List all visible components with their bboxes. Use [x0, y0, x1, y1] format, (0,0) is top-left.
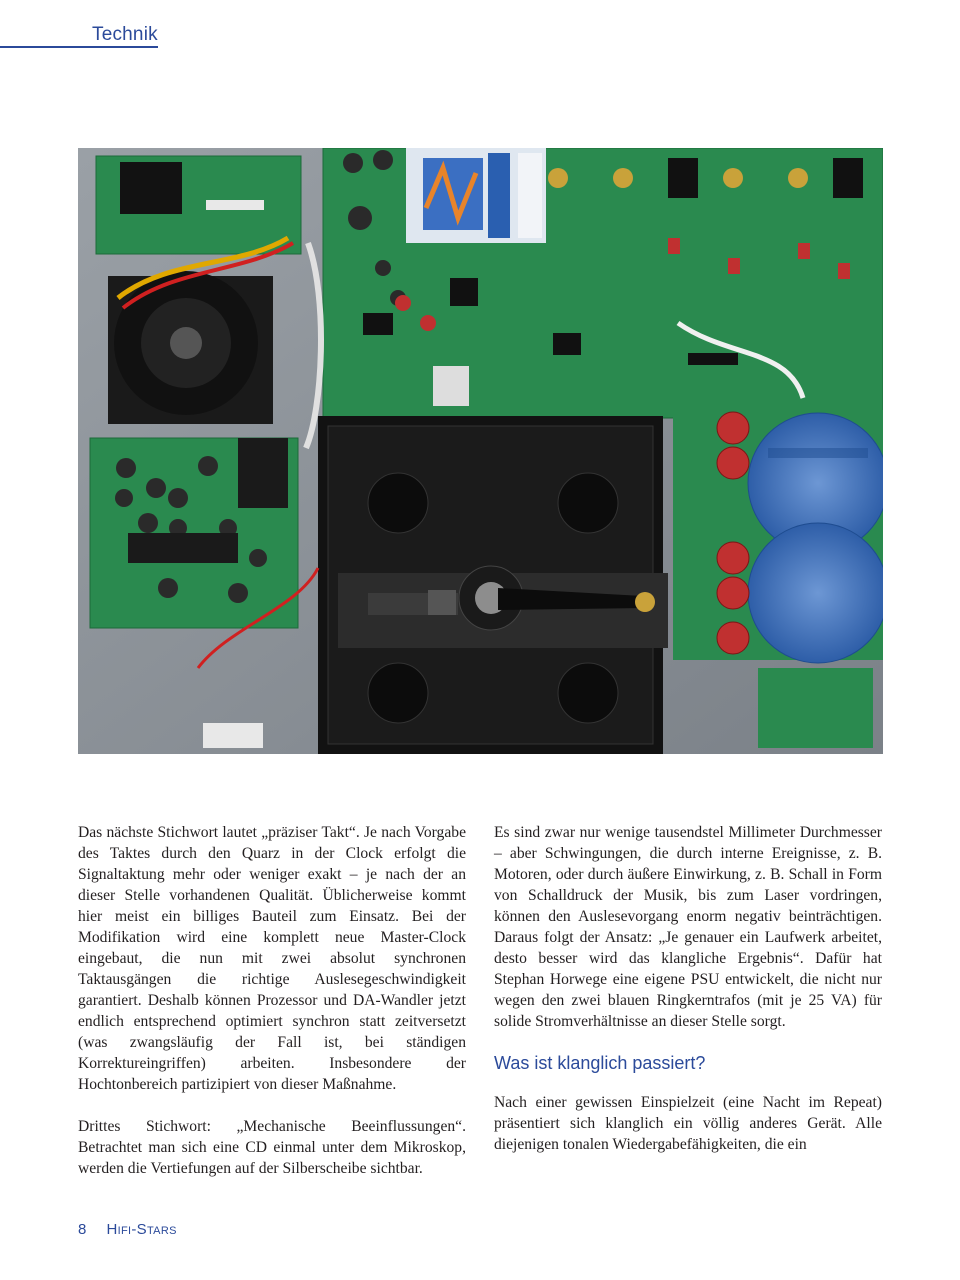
section-title: Technik — [92, 24, 158, 45]
section-rule — [0, 46, 158, 48]
page-number: 8 — [78, 1221, 87, 1238]
article-column-right — [494, 822, 882, 1155]
article-paragraph: Nach einer gewissen Einspielzeit (eine Nacht im Repeat) präsentiert sich klanglich ein völlig anderes Gerät. Alle diejenigen tonalen Wiedergabefähigkeiten, die ein — [494, 1094, 882, 1153]
article-column-left — [78, 822, 466, 1179]
article-subheading: Was ist klanglich passiert? — [494, 1053, 706, 1073]
photo-cd-transport-interior — [78, 148, 883, 754]
article-paragraph: Drittes Stichwort: „Mechanische Beeinflussungen“. Betrachtet man sich eine CD einmal unter dem Mikroskop, werden die Vertiefungen auf der Silberscheibe sichtbar. — [78, 1118, 466, 1177]
magazine-name: Hifi-Stars — [106, 1221, 177, 1238]
article-paragraph: Es sind zwar nur wenige tausendstel Millimeter Durchmesser – aber Schwingungen, die durch interne Ereignisse, z. B. Motoren, oder durch äußere Einwirkung, z. B. Schall in Form von Schalldruck der Musik, bis zum Laser vordringen, können den Auslesevorgang enorm negativ beinträchtigen. Daraus folgt der Ansatz: „Je genauer ein Laufwerk arbeitet, desto besser wird das klangliche Ergebnis“. Dafür hat Stephan Horwege eine eigene PSU entwickelt, die nicht nur wegen den zwei blauen Ringkerntrafos (mit je 25 VA) für solide Stromverhältnisse an dieser Stelle sorgt. — [494, 824, 882, 1030]
page-footer — [78, 1221, 177, 1238]
article-paragraph: Das nächste Stichwort lautet „präziser Takt“. Je nach Vorgabe des Taktes durch den Quarz in der Clock erfolgt die Signaltaktung mehr oder weniger exakt – je nach der an dieser Stelle vorhandenen Qualität. Üblicherweise kommt hier meist ein billiges Bauteil zum Einsatz. Bei der Modifikation wird eine komplett neue Master-Clock eingebaut, die nun mit zwei absolut synchronen Taktausgängen die richtige Auslesegeschwindigkeit garantiert. Deshalb können Prozessor und DA-Wandler jetzt endlich entsprechend optimiert synchron statt zeitversetzt (was zwangsläufig der Fall ist, bei ständigen Korrektureingriffen) arbeiten. Insbesondere der Hochtonbereich partizipiert von dieser Maßnahme. — [78, 824, 466, 1093]
